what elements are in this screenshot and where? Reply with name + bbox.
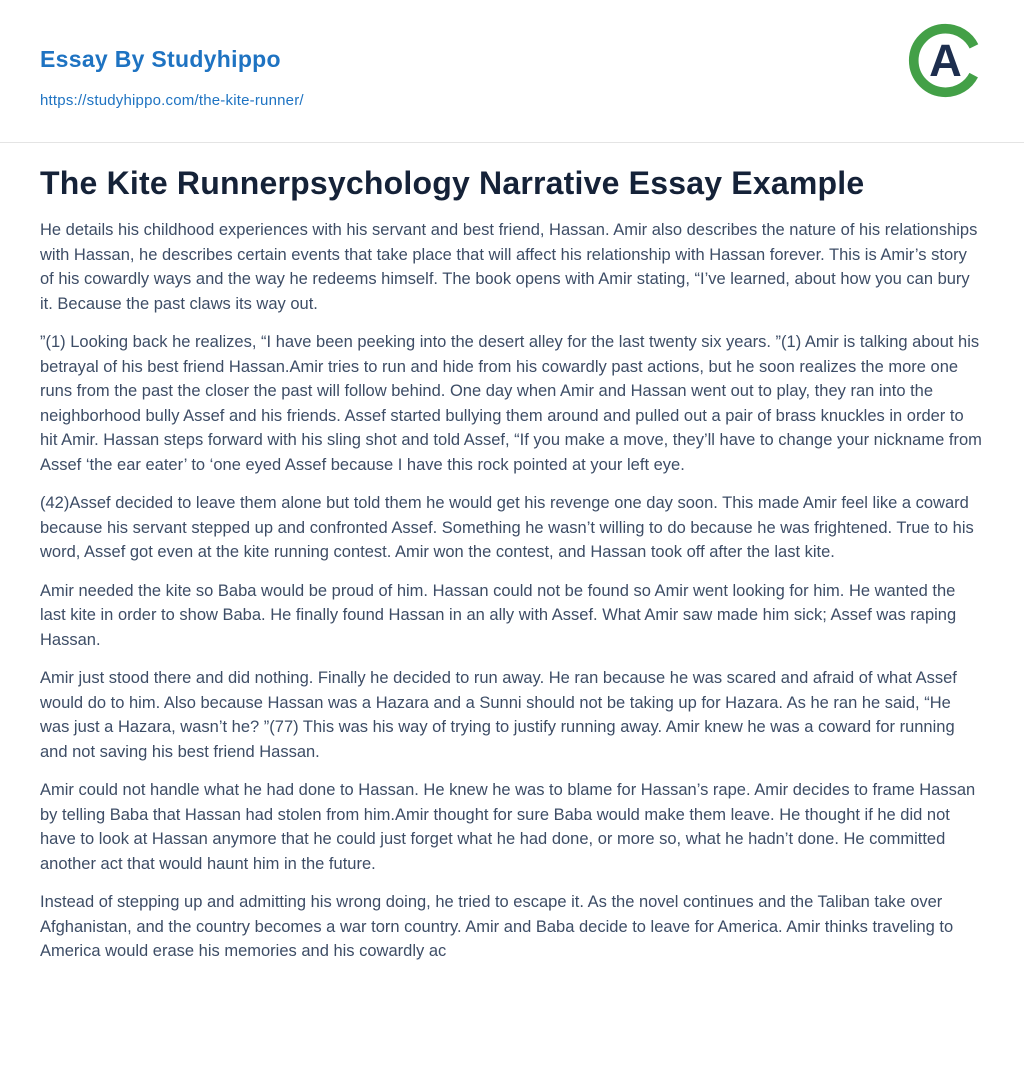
essay-paragraph-7: Instead of stepping up and admitting his wrong doing, he tried to escape it. As the novel continues and the Taliban take over Afghanistan, and the country becomes a war torn country. Amir and Baba decide to leave for America. Amir thinks traveling to America would erase his memories and his cowardly ac	[40, 893, 954, 961]
source-url-link[interactable]: https://studyhippo.com/the-kite-runner/	[40, 92, 304, 109]
essay-paragraph-3: (42)Assef decided to leave them alone but told them he would get his revenge one day soon. This made Amir feel like a coward because his servant stepped up and confronted Assef. Something he wasn’t willing to do because he was frightened. True to his word, Assef got even at the kite running contest. Amir won the contest, and Hassan took off after the last kite.	[40, 494, 974, 562]
site-title: Essay By Studyhippo	[40, 46, 281, 72]
studyhippo-logo-icon	[907, 22, 984, 99]
essay-paragraph-2: ”(1) Looking back he realizes, “I have been peeking into the desert alley for the last twenty six years. ”(1) Amir is talking about his betrayal of his best friend Hassan.Amir tries to run and hide from his cowardly past actions, but he soon realizes the more one runs from the past the closer the past will follow behind. One day when Amir and Hassan went out to play, they ran into the neighborhood bully Assef and his friends. Assef started bullying them around and pulled out a pair of brass knuckles in order to hit Amir. Hassan steps forward with his sling shot and told Assef, “If you make a move, they’ll have to change your nickname from Assef ‘the ear eater’ to ‘one eyed Assef because I have this rock pointed at your left eye.	[40, 333, 982, 474]
header-divider	[0, 142, 1024, 143]
essay-paragraph-5: Amir just stood there and did nothing. Finally he decided to run away. He ran because he was scared and afraid of what Assef would do to him. Also because Hassan was a Hazara and a Sunni should not be taking up for Hazara. As he ran he said, “He was just a Hazara, wasn’t he? ”(77) This was his way of trying to justify running away. Amir knew he was a coward for running and not saving his best friend Hassan.	[40, 669, 957, 761]
essay-paragraph-6: Amir could not handle what he had done to Hassan. He knew he was to blame for Hassan’s rape. Amir decides to frame Hassan by telling Baba that Hassan had stolen from him.Amir thought for sure Baba would make them leave. He thought if he did not have to look at Hassan anymore that he could just forget what he had done, or more so, what he hadn’t done. He committed another act that would haunt him in the future.	[40, 781, 976, 873]
essay-paragraph-4: Amir needed the kite so Baba would be proud of him. Hassan could not be found so Amir went looking for him. He wanted the last kite in order to show Baba. He finally found Hassan in an ally with Assef. What Amir saw made him sick; Assef was raping Hassan.	[40, 581, 957, 649]
essay-content	[40, 165, 984, 964]
essay-title: The Kite Runnerpsychology Narrative Essay Example	[40, 165, 865, 201]
header-text-block	[40, 46, 304, 110]
essay-paragraph-1: He details his childhood experiences with his servant and best friend, Hassan. Amir also describes the nature of his relationships with Hassan, he describes certain events that take place that will affect his relationship with Hassan forever. This is Amir’s story of his cowardly ways and the way he redeems himself. The book opens with Amir stating, “I’ve learned, about how you can bury it. Because the past claws its way out.	[40, 221, 978, 313]
logo-letter: A	[929, 34, 962, 86]
page-header	[40, 0, 984, 110]
